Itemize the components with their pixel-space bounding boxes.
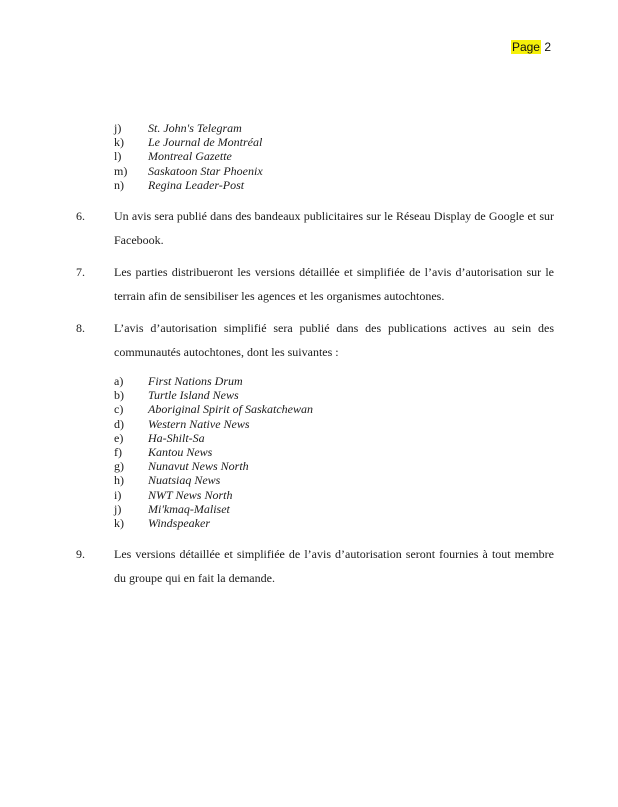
paragraph-number: 9. xyxy=(76,547,85,561)
list-item xyxy=(114,417,313,431)
list-letter: c) xyxy=(114,402,124,417)
list-text: Mi'kmaq-Maliset xyxy=(148,501,230,516)
list-item xyxy=(114,149,263,163)
list-letter: n) xyxy=(114,177,124,192)
list-text: Regina Leader-Post xyxy=(148,177,245,192)
paragraph-text: Un avis sera publié dans des bandeaux publicitaires sur le Réseau Display de Google et sur Facebook. xyxy=(114,209,554,247)
list-text: Turtle Island News xyxy=(148,388,239,403)
list-letter: e) xyxy=(114,430,124,445)
list-item xyxy=(114,388,313,402)
list-item xyxy=(114,502,313,516)
list-text: First Nations Drum xyxy=(148,374,243,388)
list-letter: m) xyxy=(114,163,128,178)
paragraph-number: 7. xyxy=(76,265,85,279)
list-item xyxy=(114,135,263,149)
list-text: Montreal Gazette xyxy=(148,149,232,164)
list-text: Le Journal de Montréal xyxy=(148,135,263,150)
list-letter: d) xyxy=(114,416,124,431)
list-letter: g) xyxy=(114,459,124,474)
page-label: Page xyxy=(511,40,540,54)
paragraph-number: 6. xyxy=(76,209,85,223)
list-item xyxy=(114,459,313,473)
list-item xyxy=(114,473,313,487)
newspaper-list xyxy=(114,121,263,192)
list-text: Aboriginal Spirit of Saskatchewan xyxy=(148,402,313,417)
list-letter: i) xyxy=(114,487,122,502)
list-item xyxy=(114,121,263,135)
paragraph-text: Les parties distribueront les versions détaillée et simplifiée de l’avis d’autorisation sur le terrain afin de sensibiliser les agences et les organismes autochtones. xyxy=(114,265,554,303)
list-item xyxy=(114,516,313,530)
list-text: Western Native News xyxy=(148,416,250,431)
list-text: Windspeaker xyxy=(148,516,210,531)
list-letter: h) xyxy=(114,473,124,488)
list-letter: k) xyxy=(114,135,124,150)
list-text: NWT News North xyxy=(148,487,233,502)
list-text: Ha-Shilt-Sa xyxy=(148,430,205,445)
list-text: St. John's Telegram xyxy=(148,121,242,135)
list-letter: l) xyxy=(114,149,122,164)
paragraph-6 xyxy=(76,205,554,252)
paragraph-9 xyxy=(76,543,554,590)
list-letter: k) xyxy=(114,516,124,531)
list-item xyxy=(114,178,263,192)
list-item xyxy=(114,431,313,445)
list-text: Kantou News xyxy=(148,445,213,460)
paragraph-7 xyxy=(76,261,554,308)
list-item xyxy=(114,164,263,178)
paragraph-text: Les versions détaillée et simplifiée de l’avis d’autorisation seront fournies à tout membre du groupe qui en fait la demande. xyxy=(114,547,554,585)
list-item xyxy=(114,488,313,502)
list-item xyxy=(114,374,313,388)
page-number xyxy=(511,40,551,54)
list-letter: j) xyxy=(114,121,122,135)
paragraph-text: L’avis d’autorisation simplifié sera publié dans des publications actives au sein des communautés autochtones, dont les suivantes : xyxy=(114,321,554,359)
list-letter: b) xyxy=(114,388,124,403)
paragraph-8 xyxy=(76,317,554,364)
page-number-value: 2 xyxy=(544,40,551,54)
list-item xyxy=(114,445,313,459)
list-letter: f) xyxy=(114,445,122,460)
list-text: Nunavut News North xyxy=(148,459,249,474)
list-text: Saskatoon Star Phoenix xyxy=(148,163,263,178)
list-item xyxy=(114,402,313,416)
list-letter: j) xyxy=(114,501,122,516)
list-letter: a) xyxy=(114,374,124,388)
paragraph-number: 8. xyxy=(76,321,85,335)
publication-list xyxy=(114,374,313,530)
list-text: Nuatsiaq News xyxy=(148,473,221,488)
